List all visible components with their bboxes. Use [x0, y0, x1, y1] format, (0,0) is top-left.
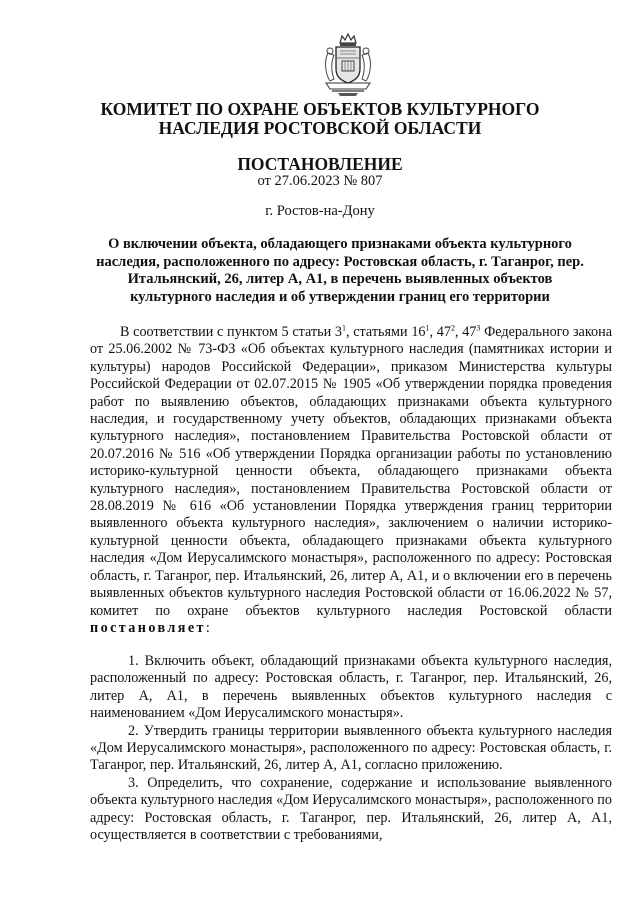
preamble-text: , 47: [429, 324, 451, 340]
document-city: г. Ростов-на-Дону: [265, 203, 375, 219]
committee-name-line1: КОМИТЕТ ПО ОХРАНЕ ОБЪЕКТОВ КУЛЬТУРНОГО: [100, 99, 540, 119]
superscript: 1: [425, 323, 430, 333]
decree-colon: :: [205, 619, 210, 636]
document-subject: О включении объекта, обладающего признаками объекта культурного наследия, расположенного по адресу: Ростовская область, г. Таганрог, пер. Итальянский, 26, литер А, А1, в перечень выявленных объектов культурного наследия и об утверждении границ его территории: [96, 236, 584, 305]
decree-items: [90, 653, 612, 844]
preamble-text: , статьями 16: [346, 324, 426, 340]
preamble-text: В соответствии с пунктом 5 статьи 3: [120, 324, 342, 340]
document-type: ПОСТАНОВЛЕНИЕ: [237, 154, 403, 174]
preamble-text: Федерального закона от 25.06.2002 № 73-ФЗ «Об объектах культурного наследия (памятниках истории и культуры) народов Российской Федерации», приказом Министерства культуры Российской Федерации от 02.07.2015 № 1905 «Об утверждении порядка проведения работ по выявлению объектов, обладающих признаками объекта культурного наследия, и государственному учету объектов, обладающих признаками объекта культурного наследия», постановлением Правительства Ростовской области от 20.07.2016 № 516 «Об утверждении Порядка организации работы по установлению историко-культурной ценности объекта, обладающего признаками объекта культурного наследия», постановлением Правительства Ростовской области от 28.08.2019 № 616 «Об установлении Порядка утверждения границ территории выявленного объекта культурного наследия», заключением о наличии историко-культурной ценности объекта, обладающего признаками объекта культурного наследия «Дом Иерусалимского монастыря», расположенного по адресу: Ростовская область, г. Таганрог, пер. Итальянский, 26, литер А, А1, и о включении его в перечень выявленных объектов культурного наследия Ростовской области от 16.06.2022 № 57, комитет по охране объектов культурного наследия Ростовской области: [90, 324, 612, 619]
decree-item-2: 2. Утвердить границы территории выявленного объекта культурного наследия «Дом Иерусалимского монастыря», расположенного по адресу: Ростовская область, г. Таганрог, пер. Итальянский, 26, литер А, А1, согласно приложению.: [90, 722, 612, 774]
committee-name-line2: НАСЛЕДИЯ РОСТОВСКОЙ ОБЛАСТИ: [158, 118, 482, 138]
decree-item-1: 1. Включить объект, обладающий признаками объекта культурного наследия, расположенный по адресу: Ростовская область, г. Таганрог, пер. Итальянский, 26, литер А, А1, в перечень выявленных объектов культурного наследия с наименованием «Дом Иерусалимского монастыря».: [90, 653, 612, 722]
decree-item-3: 3. Определить, что сохранение, содержание и использование выявленного объекта культурного наследия «Дом Иерусалимского монастыря», расположенного по адресу: Ростовская область, г. Таганрог, пер. Итальянский, 26, литер А, А1, осуществляется в соответствии с требованиями,: [90, 774, 612, 844]
superscript: 1: [342, 323, 346, 333]
document-date-number: от 27.06.2023 № 807: [257, 173, 383, 189]
coat-of-arms-emblem: [322, 33, 374, 97]
superscript: 2: [450, 323, 455, 333]
committee-name: [60, 100, 580, 138]
decree-word: постановляет: [90, 619, 206, 636]
preamble-paragraph: [90, 324, 612, 637]
preamble-text: , 47: [454, 324, 477, 340]
superscript: 3: [476, 323, 481, 333]
